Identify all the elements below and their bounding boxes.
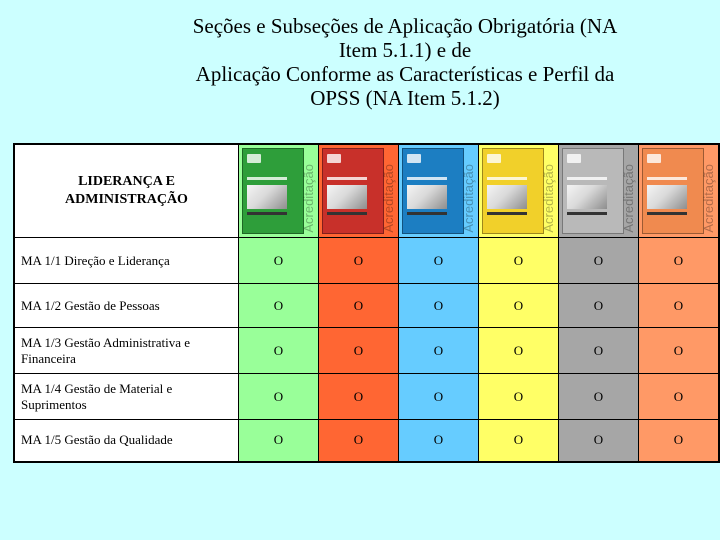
row-label: MA 1/4 Gestão de Material e Suprimentos	[14, 374, 239, 420]
table-cell: O	[239, 420, 319, 462]
header-cover-cell	[559, 144, 639, 238]
manual-cover-red	[322, 148, 384, 234]
header-cover-cell	[639, 144, 720, 238]
table-cell: O	[399, 420, 479, 462]
header-label-line: ADMINISTRAÇÃO	[65, 192, 188, 207]
table-row	[14, 328, 719, 374]
manual-cover-yellow	[482, 148, 544, 234]
logo-icon	[647, 154, 661, 163]
header-label-line: LIDERANÇA E	[78, 174, 175, 189]
table-cell: O	[559, 420, 639, 462]
table-row	[14, 284, 719, 328]
manual-cover-green	[242, 148, 304, 234]
logo-icon	[247, 154, 261, 163]
title-line: Seções e Subseções de Aplicação Obrigatória (NA	[192, 14, 618, 38]
table-row	[14, 374, 719, 420]
cover-vertical-text: Acreditação	[301, 164, 316, 233]
table-cell: O	[639, 420, 720, 462]
manual-cover-orange	[642, 148, 704, 234]
cover-photo	[567, 185, 607, 209]
header-cover-cell	[319, 144, 399, 238]
table-cell: O	[559, 328, 639, 374]
table-cell: O	[639, 328, 720, 374]
table-cell: O	[239, 374, 319, 420]
header-label	[14, 144, 239, 238]
table-cell: O	[319, 284, 399, 328]
cover-photo	[407, 185, 447, 209]
table-cell: O	[479, 328, 559, 374]
logo-icon	[407, 154, 421, 163]
cover-vertical-text: Acreditação	[621, 164, 636, 233]
page-title	[0, 14, 720, 110]
title-line: Aplicação Conforme as Características e Perfil da	[195, 62, 615, 86]
table-cell: O	[559, 284, 639, 328]
title-line: OPSS (NA Item 5.1.2)	[310, 86, 500, 110]
manual-cover-blue	[402, 148, 464, 234]
table-cell: O	[319, 328, 399, 374]
table-cell: O	[399, 328, 479, 374]
table-cell: O	[239, 284, 319, 328]
table-cell: O	[479, 420, 559, 462]
logo-icon	[487, 154, 501, 163]
header-cover-cell	[399, 144, 479, 238]
table-cell: O	[479, 284, 559, 328]
table-row	[14, 238, 719, 284]
table-cell: O	[559, 238, 639, 284]
table-cell: O	[639, 238, 720, 284]
cover-vertical-text: Acreditação	[701, 164, 716, 233]
table-cell: O	[319, 374, 399, 420]
row-label: MA 1/1 Direção e Liderança	[14, 238, 239, 284]
manual-cover-gray	[562, 148, 624, 234]
header-cover-cell	[479, 144, 559, 238]
table-cell: O	[479, 238, 559, 284]
table-cell: O	[319, 420, 399, 462]
cover-vertical-text: Acreditação	[461, 164, 476, 233]
table-cell: O	[239, 238, 319, 284]
logo-icon	[567, 154, 581, 163]
cover-photo	[327, 185, 367, 209]
cover-photo	[247, 185, 287, 209]
cover-vertical-text: Acreditação	[541, 164, 556, 233]
logo-icon	[327, 154, 341, 163]
table-cell: O	[399, 284, 479, 328]
row-label: MA 1/3 Gestão Administrativa e Financeira	[14, 328, 239, 374]
table-cell: O	[639, 374, 720, 420]
title-line: Item 5.1.1) e de	[338, 38, 472, 62]
table-cell: O	[319, 238, 399, 284]
table-row	[14, 420, 719, 462]
sections-table	[13, 143, 720, 463]
table-cell: O	[559, 374, 639, 420]
cover-photo	[647, 185, 687, 209]
table-cell: O	[399, 374, 479, 420]
table-cell: O	[479, 374, 559, 420]
header-cover-cell	[239, 144, 319, 238]
row-label: MA 1/2 Gestão de Pessoas	[14, 284, 239, 328]
table-cell: O	[639, 284, 720, 328]
cover-photo	[487, 185, 527, 209]
table-cell: O	[399, 238, 479, 284]
row-label: MA 1/5 Gestão da Qualidade	[14, 420, 239, 462]
cover-vertical-text: Acreditação	[381, 164, 396, 233]
table-cell: O	[239, 328, 319, 374]
table-header-row	[14, 144, 719, 238]
